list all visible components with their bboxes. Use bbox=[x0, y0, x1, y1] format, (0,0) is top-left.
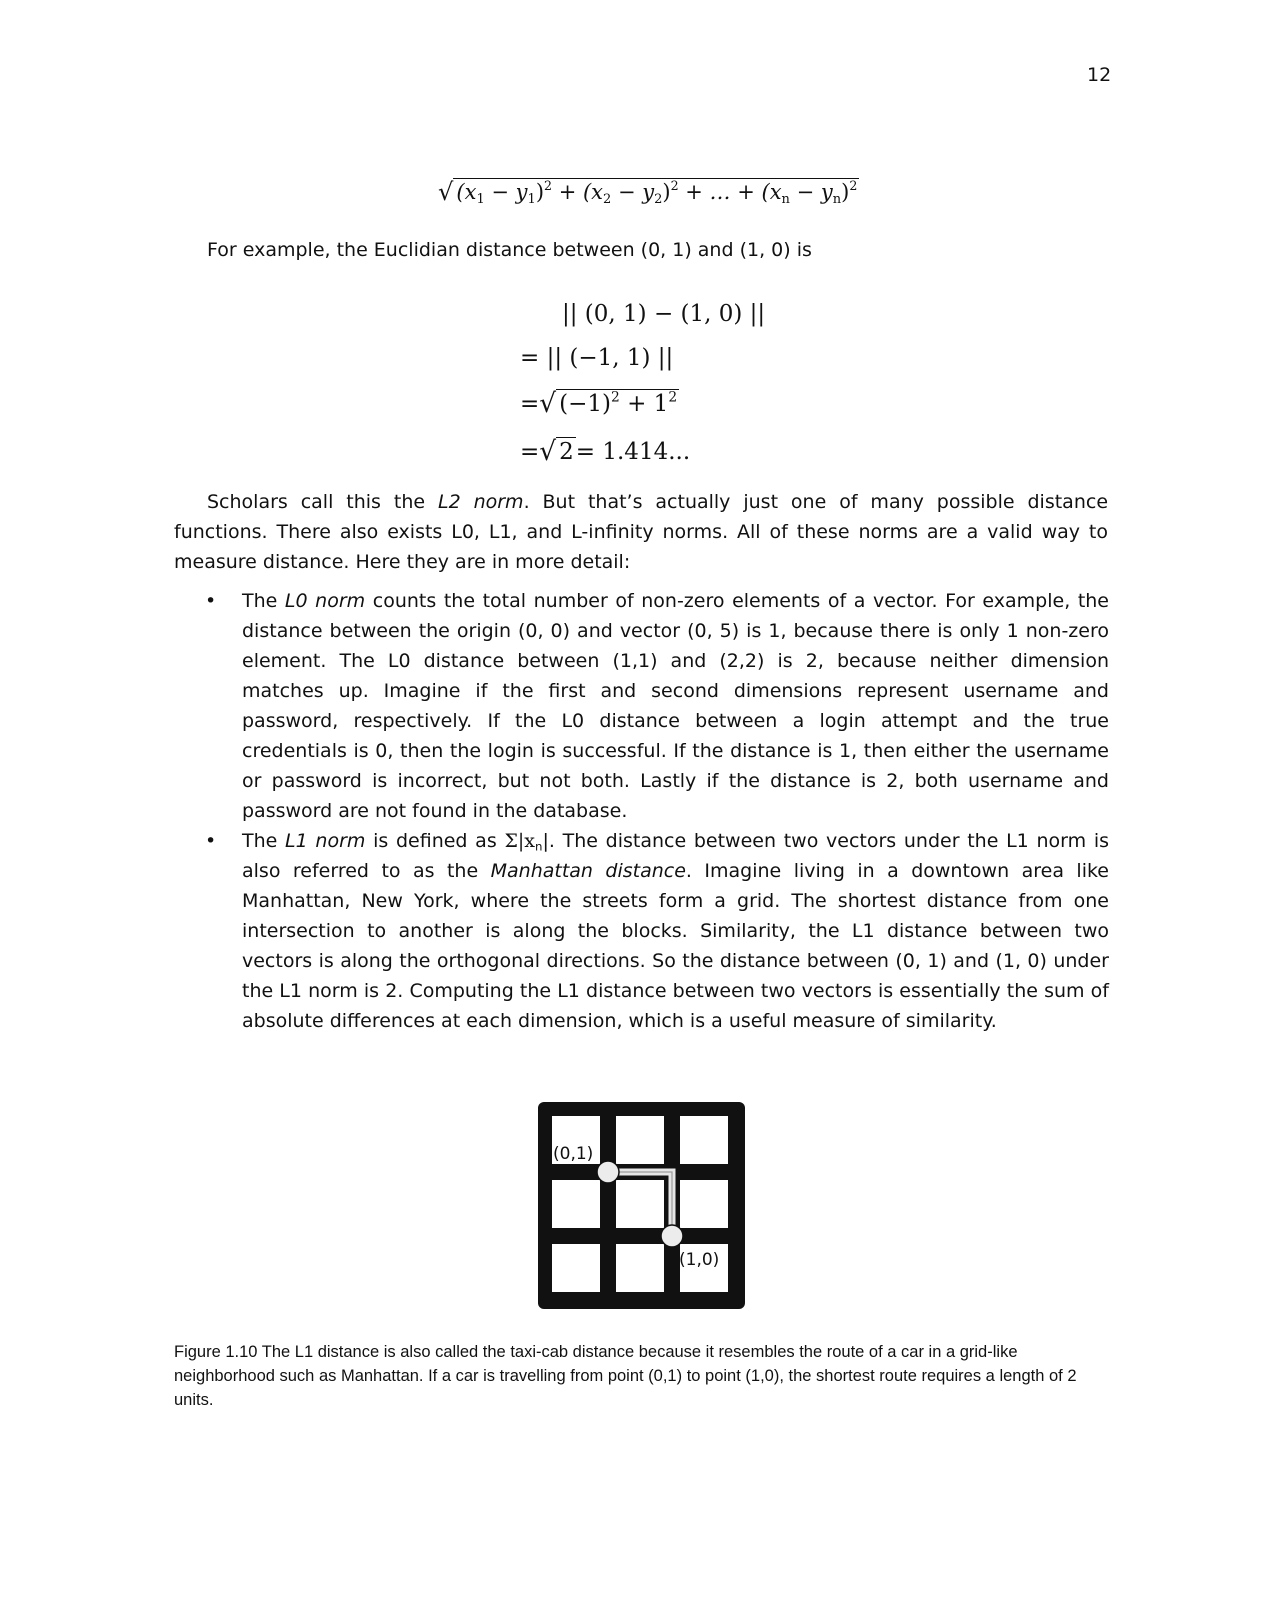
derivation-line-0: || (0, 1) − (1, 0) || bbox=[562, 301, 766, 327]
euclidean-formula: √ $(x_1 - y_1)^2 + (x_2 - y_2)^2$ + … + $(x_n - y_n)^2$ bbox=[438, 177, 858, 207]
grid-diagram bbox=[538, 1102, 745, 1309]
grid-cell bbox=[616, 1244, 664, 1292]
derivation-line-2: = √ $(-1)^2 + 1^2$ bbox=[520, 387, 678, 419]
start-point-marker bbox=[597, 1161, 619, 1183]
bullet-icon: • bbox=[205, 590, 217, 612]
list-item-l1-norm: • The L1 norm is defined as $\Sigma|x_n|$. The distance between two vectors under the L1 norm is also referred to as the Manhattan distance. Imagine living in a downtown area like Manhattan, New York, where the streets form a grid. The shortest distance from one intersection to another is along the blocks. Similarity, the L1 distance between two vectors is along the orthogonal directions. So the distance between (0, 1) and (1, 0) under the L1 norm is 2. Computing the L1 distance between two vectors is essentially the sum of absolute differences at each dimension, which is a useful measure of similarity. bbox=[205, 826, 1109, 1036]
manhattan-grid-figure bbox=[538, 1102, 745, 1309]
start-point-label: (0,1) bbox=[553, 1144, 594, 1164]
list-item-l0-norm: • The L0 norm counts the total number of non-zero elements of a vector. For example, the distance between the origin (0, 0) and vector (0, 5) is 1, because there is only 1 non-zero element. The L0 distance between (1,1) and (2,2) is 2, because neither dimension matches up. Imagine if the first and second dimensions represent username and password, respectively. If the L0 distance between a login attempt and the true credentials is 0, then the login is successful. If the distance is 1, then either the username or password is incorrect, but not both. Lastly if the distance is 2, both username and password are not found in the database. bbox=[205, 586, 1109, 826]
grid-cell bbox=[552, 1180, 600, 1228]
grid-cell bbox=[552, 1244, 600, 1292]
page-number: 12 bbox=[1087, 64, 1112, 86]
grid-cell bbox=[680, 1116, 728, 1164]
bullet-icon: • bbox=[205, 830, 217, 852]
grid-cell bbox=[680, 1180, 728, 1228]
example-intro: For example, the Euclidian distance between (0, 1) and (1, 0) is bbox=[207, 239, 812, 261]
figure-caption: Figure 1.10 The L1 distance is also called the taxi-cab distance because it resembles the route of a car in a grid-like neighborhood such as Manhattan. If a car is travelling from point (0,1) to point (1,0), the shortest route requires a length of 2 units. bbox=[174, 1343, 1077, 1409]
norm-list bbox=[205, 586, 1109, 1036]
derivation-line-1: = || (−1, 1) || bbox=[520, 345, 674, 371]
end-point-marker bbox=[661, 1225, 683, 1247]
grid-cell bbox=[616, 1116, 664, 1164]
scholars-paragraph: Scholars call this the L2 norm. But that’s actually just one of many possible distance functions. There also exists L0, L1, and L-infinity norms. All of these norms are a valid way to measure distance. Here they are in more detail: bbox=[174, 491, 1109, 573]
grid-cell bbox=[616, 1180, 664, 1228]
end-point-label: (1,0) bbox=[679, 1250, 720, 1270]
derivation-line-3: = √ 2 = 1.414... bbox=[520, 435, 691, 467]
